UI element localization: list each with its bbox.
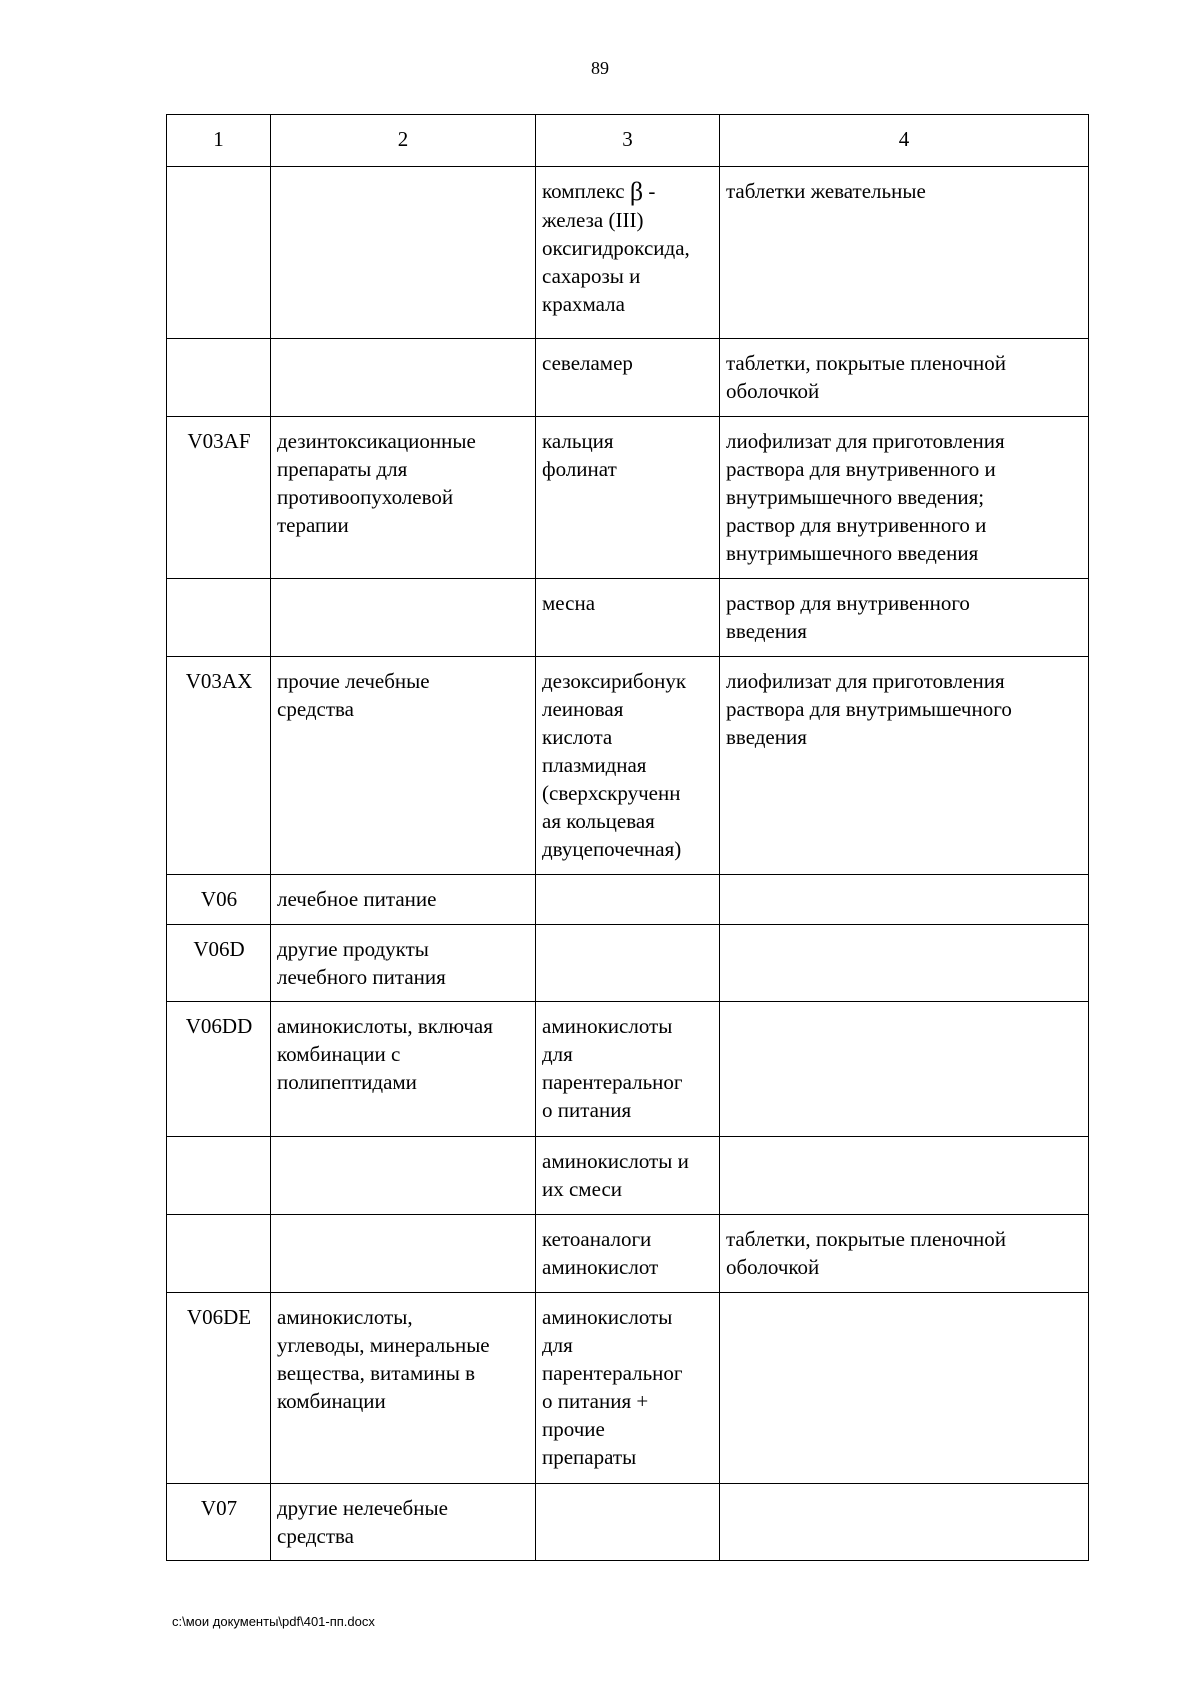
cell-text: севеламер xyxy=(542,351,633,375)
cell-text: аминокислоты, включая комбинации с полипептидами xyxy=(277,1014,493,1094)
table-row xyxy=(167,1002,1089,1137)
cell-text: V06DD xyxy=(185,1014,253,1038)
cell-substance xyxy=(536,1137,720,1215)
cell-group xyxy=(271,925,536,1002)
cell-group xyxy=(271,1293,536,1484)
cell-text: V06DE xyxy=(186,1305,252,1329)
cell-code xyxy=(167,925,271,1002)
cell-substance xyxy=(536,875,720,925)
cell-code xyxy=(167,1137,271,1215)
footer-file-path: c:\мои документы\pdf\401-пп.docx xyxy=(172,1614,375,1629)
cell-text: таблетки жевательные xyxy=(726,179,926,203)
cell-form xyxy=(720,167,1089,339)
page-number: 89 xyxy=(591,58,609,78)
table-row xyxy=(167,1215,1089,1293)
cell-code xyxy=(167,1002,271,1137)
table-row xyxy=(167,1484,1089,1561)
cell-text: таблетки, покрытые пленочной оболочкой xyxy=(726,1227,1007,1279)
cell-text: другие нелечебные средства xyxy=(277,1496,448,1548)
table-header-row xyxy=(167,115,1089,167)
cell-substance xyxy=(536,339,720,417)
cell-group xyxy=(271,339,536,417)
cell-form xyxy=(720,1002,1089,1137)
table-row xyxy=(167,339,1089,417)
cell-group xyxy=(271,1484,536,1561)
table-row xyxy=(167,1293,1089,1484)
cell-text: V06 xyxy=(200,887,238,911)
cell-text: кетоаналоги аминокислот xyxy=(542,1227,659,1279)
cell-text: V07 xyxy=(200,1496,238,1520)
cell-substance xyxy=(536,1215,720,1293)
header-col-2: 2 xyxy=(271,115,536,167)
cell-code xyxy=(167,339,271,417)
cell-text: прочие лечебные средства xyxy=(277,669,430,721)
cell-substance xyxy=(536,1002,720,1137)
substance-prefix: комплекс xyxy=(542,179,625,203)
cell-form xyxy=(720,1484,1089,1561)
cell-substance xyxy=(536,657,720,875)
cell-group xyxy=(271,875,536,925)
cell-code xyxy=(167,875,271,925)
cell-text: V03AX xyxy=(185,669,253,693)
cell-form xyxy=(720,875,1089,925)
cell-group xyxy=(271,1002,536,1137)
cell-substance xyxy=(536,579,720,657)
cell-text: аминокислоты и их смеси xyxy=(542,1149,689,1201)
cell-code xyxy=(167,1293,271,1484)
cell-code xyxy=(167,1484,271,1561)
cell-code xyxy=(167,417,271,579)
cell-text: кальция фолинат xyxy=(542,429,617,481)
cell-code xyxy=(167,1215,271,1293)
cell-text: дезоксирибонук леиновая кислота плазмидная (сверхскрученн ая кольцевая двуцепочечная) xyxy=(542,669,687,861)
header-col-1: 1 xyxy=(167,115,271,167)
cell-text: аминокислоты для парентеральног о питания xyxy=(542,1014,683,1122)
header-col-3: 3 xyxy=(536,115,720,167)
cell-text: лиофилизат для приготовления раствора для внутримышечного введения xyxy=(726,669,1012,749)
cell-code xyxy=(167,657,271,875)
cell-text: раствор для внутривенного введения xyxy=(726,591,970,643)
cell-substance xyxy=(536,1293,720,1484)
table-row xyxy=(167,925,1089,1002)
header-col-4: 4 xyxy=(720,115,1089,167)
cell-text: таблетки, покрытые пленочной оболочкой xyxy=(726,351,1007,403)
cell-text: месна xyxy=(542,591,596,615)
cell-group xyxy=(271,1137,536,1215)
cell-form xyxy=(720,1137,1089,1215)
cell-substance xyxy=(536,417,720,579)
beta-symbol: β xyxy=(629,177,644,206)
cell-form xyxy=(720,1215,1089,1293)
cell-group xyxy=(271,657,536,875)
cell-text: V06D xyxy=(193,937,245,961)
substance-rest: - железа (III) оксигидроксида, сахарозы и крахмала xyxy=(542,179,690,316)
cell-text: другие продукты лечебного питания xyxy=(277,937,446,989)
cell-code xyxy=(167,167,271,339)
cell-text: V03AF xyxy=(187,429,251,453)
table-row xyxy=(167,875,1089,925)
cell-group xyxy=(271,417,536,579)
cell-form xyxy=(720,339,1089,417)
drug-table xyxy=(166,114,1089,1561)
cell-text: аминокислоты для парентеральног о питания + прочие препараты xyxy=(542,1305,683,1469)
cell-form xyxy=(720,925,1089,1002)
cell-text: дезинтоксикационные препараты для противоопухолевой терапии xyxy=(277,429,476,537)
table-row xyxy=(167,579,1089,657)
cell-group xyxy=(271,579,536,657)
cell-text: лечебное питание xyxy=(277,887,437,911)
cell-code xyxy=(167,579,271,657)
cell-group xyxy=(271,167,536,339)
cell-form xyxy=(720,657,1089,875)
cell-substance xyxy=(536,167,720,339)
table-row xyxy=(167,167,1089,339)
table-row xyxy=(167,657,1089,875)
cell-form xyxy=(720,1293,1089,1484)
cell-form xyxy=(720,579,1089,657)
table-row xyxy=(167,1137,1089,1215)
table-row xyxy=(167,417,1089,579)
cell-substance xyxy=(536,1484,720,1561)
cell-group xyxy=(271,1215,536,1293)
cell-text: лиофилизат для приготовления раствора для внутривенного и внутримышечного введения; раствор для внутривенного и внутримышечного введения xyxy=(726,429,1005,565)
cell-form xyxy=(720,417,1089,579)
cell-text: аминокислоты, углеводы, минеральные вещества, витамины в комбинации xyxy=(277,1305,490,1413)
cell-substance xyxy=(536,925,720,1002)
